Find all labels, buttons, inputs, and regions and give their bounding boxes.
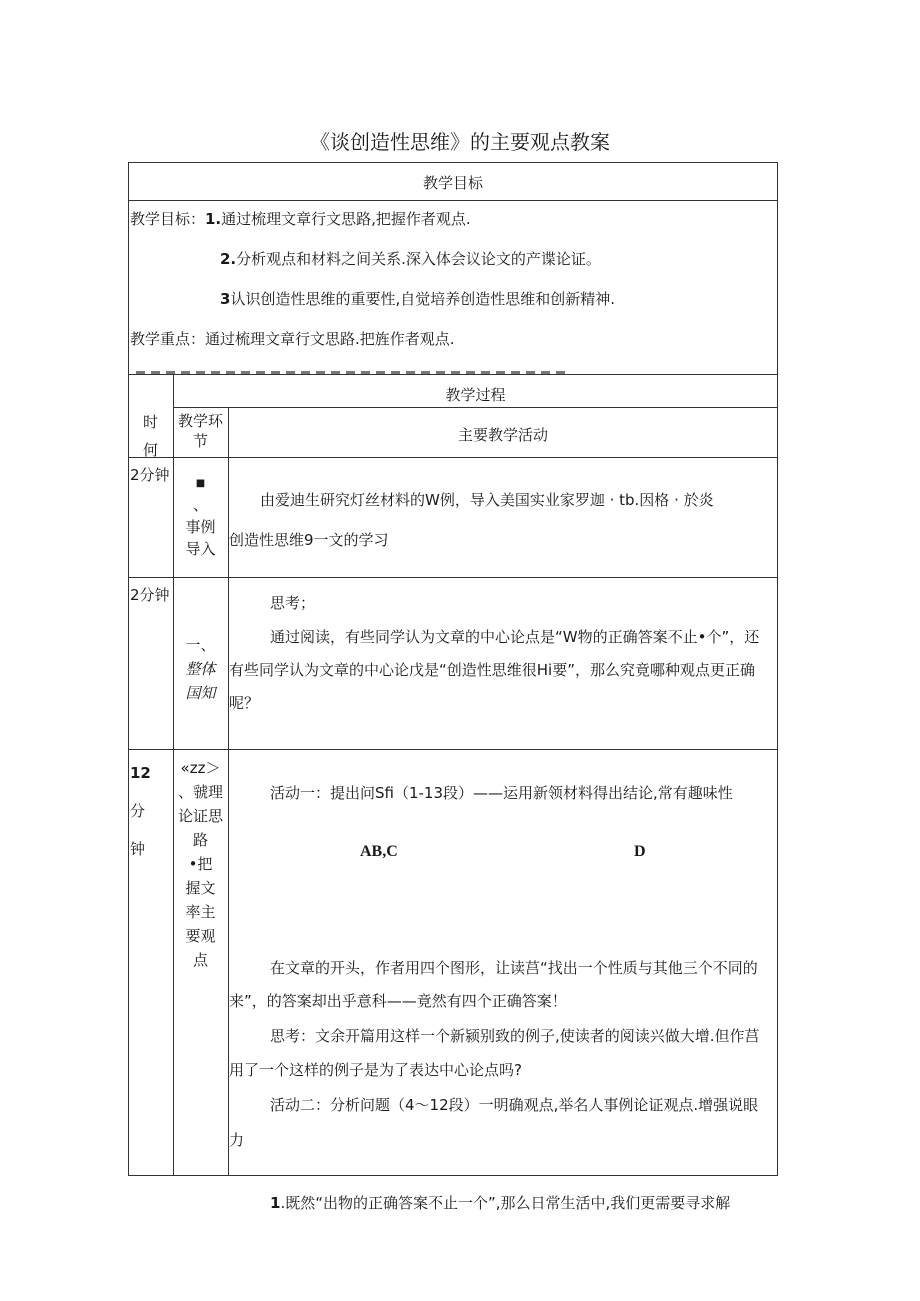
row-3-line-6: 力	[229, 1131, 245, 1149]
row-2-stage: 一、 整体 国知	[185, 636, 216, 702]
objectives-header: 教学目标	[422, 174, 483, 192]
row-2-line-1: 思考；	[270, 594, 316, 612]
cut-text-remnant	[136, 366, 566, 374]
figure-label-abc: AB,C	[360, 843, 398, 860]
row-3-activity-1: 活动一：提出问Sfi（1-13段）——运用新领材料得出结论,常有趣味性	[270, 784, 733, 802]
figure-label-d: D	[634, 843, 646, 860]
key-point: 教学重点：通过梳理文章行文思路.把旌作者观点.	[130, 330, 455, 348]
row-2-time: 2分钟	[130, 586, 170, 604]
row-2-line-4: 呢？	[229, 694, 260, 712]
row-3-line-1: 在文章的开头，作者用四个图形，让读莒“找出一个性质与其他三个不同的	[270, 959, 758, 977]
row-2-line-3: 有些同学认为文章的中心论戊是“创造性思维很Hi要”，那么究竟哪种观点更正确	[229, 661, 755, 679]
footer-line	[270, 1193, 730, 1213]
col-header-stage: 教学环 节	[177, 412, 223, 450]
objective-item-1	[205, 209, 471, 229]
row-1-line-2: 创造性思维9一文的学习	[229, 531, 389, 549]
footer-text: .既然“出物的正确答案不止一个”,那么日常生活中,我们更需要寻求解	[280, 1194, 731, 1212]
objective-text: 认识创造性思维的重要性,自觉培养创造性思维和创新精神.	[230, 290, 615, 308]
objective-num: 1.	[205, 210, 222, 228]
objective-text: 通过梳理文章行文思路,把握作者观点.	[221, 210, 471, 228]
row-1-stage: ■ 、 事例 导入	[185, 478, 216, 558]
row-3-stage: «zz＞ 、虢理 论证思 路 •把 握文 率主 要观 点	[177, 759, 223, 969]
objective-text: 分析观点和材料之间关系.深入体会议论文的产谍论证。	[236, 250, 601, 268]
page-title: 《谈创造性思维》的主要观点教案	[310, 130, 610, 154]
objectives-label: 教学目标：	[130, 210, 206, 228]
row-3-line-3: 思考：文余开篇用这样一个新颍别致的例子,使读者的阅读兴做大增.但作莒	[270, 1027, 760, 1045]
objective-item-2	[220, 249, 601, 269]
row-2-line-2: 通过阅读，有些同学认为文章的中心论点是“W物的正确答案不止•个”，还	[270, 628, 760, 646]
row-3-time: 12 分 钟	[130, 764, 151, 858]
row-3-line-4: 用了一个这样的例子是为了表达中心论点吗?	[229, 1061, 522, 1079]
row-1-time: 2分钟	[130, 466, 170, 484]
footer-num: 1	[270, 1194, 281, 1212]
col-header-time: 时 何	[142, 413, 158, 457]
objective-num: 2.	[220, 250, 237, 268]
col-header-activity: 主要教学活动	[457, 426, 548, 444]
row-3-line-2: 来”，的答案却出乎意科——竟然有四个正确答案！	[229, 992, 567, 1010]
objective-item-3	[220, 289, 615, 309]
row-1-line-1: 由爱迪生研究灯丝材料的W例，导入美国实业家罗迦 · tb.因格 · 於炎	[260, 491, 714, 509]
process-header: 教学过程	[445, 386, 506, 404]
row-3-line-5: 活动二：分析问题（4～12段）一明确观点,举名人事例论证观点.增强说眼	[270, 1096, 759, 1114]
objective-num: 3	[220, 290, 231, 308]
